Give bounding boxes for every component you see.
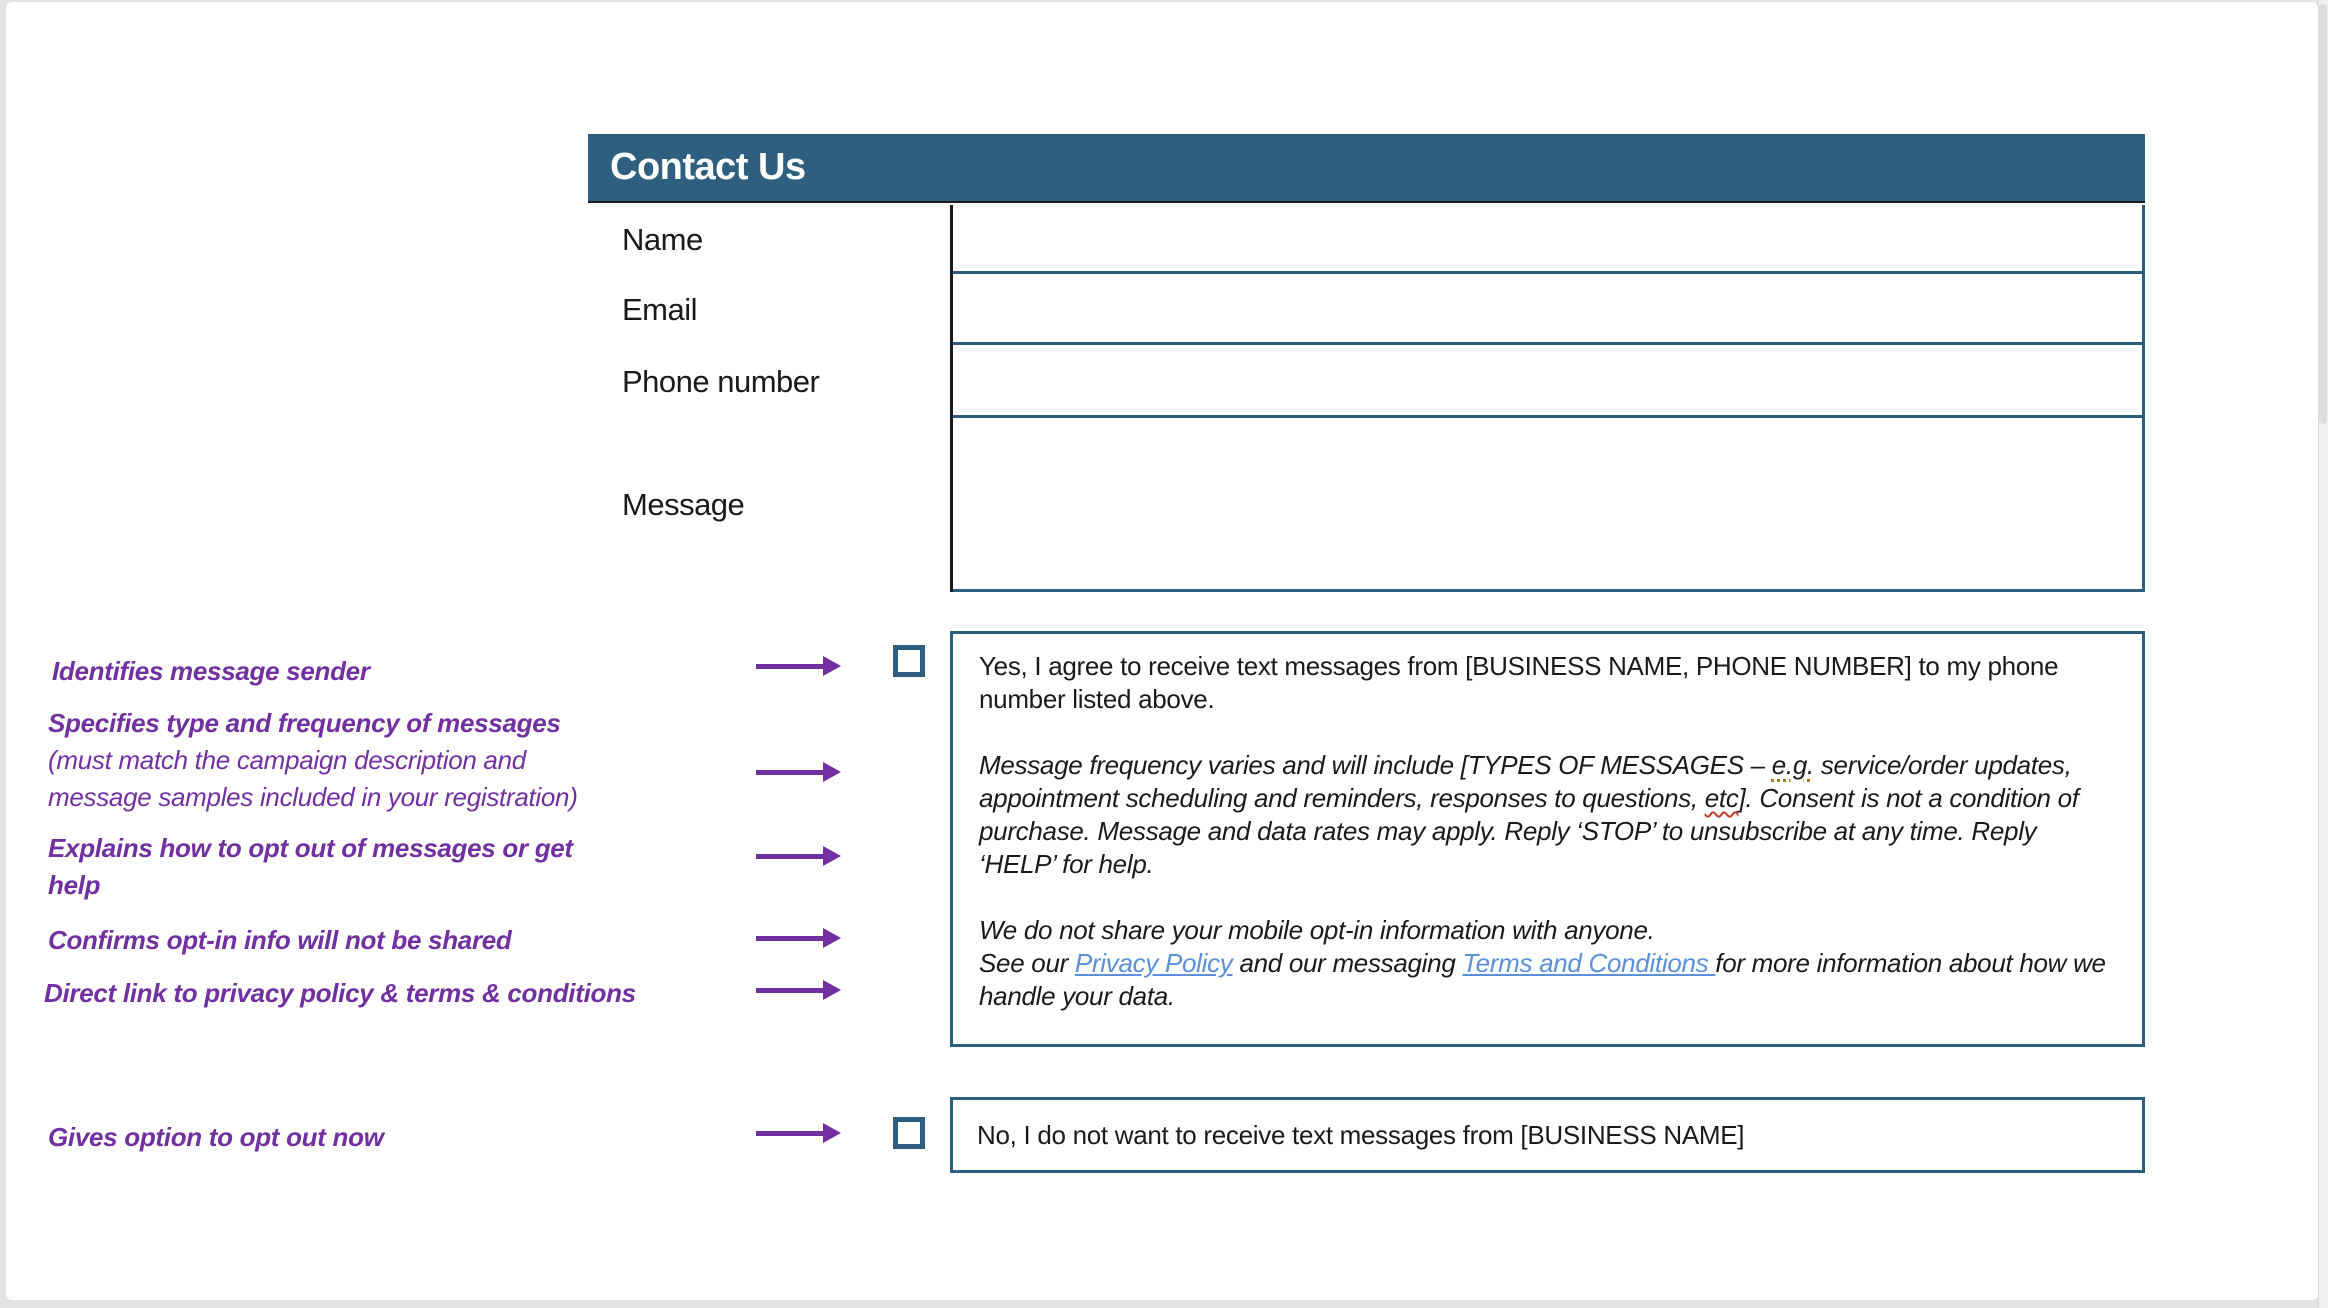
- text-segment: See our: [979, 948, 1075, 978]
- message-input[interactable]: [953, 418, 2142, 592]
- scrollbar-thumb[interactable]: [2319, 4, 2327, 424]
- email-label: Email: [622, 291, 698, 327]
- optin-yes-paragraph: [979, 650, 2116, 716]
- annotation-line: help: [48, 870, 101, 900]
- text-segment-spellcheck: e.g.: [1771, 750, 1814, 780]
- form-fields-column: [950, 205, 2145, 592]
- contact-form-header: [588, 134, 2145, 203]
- optin-yes-box: [950, 631, 2145, 1047]
- phone-input[interactable]: [953, 345, 2142, 418]
- arrow-icon: [756, 988, 824, 993]
- arrow-icon: [756, 1131, 824, 1136]
- annotation-line: message samples included in your registration): [48, 782, 578, 812]
- annotation-line: Explains how to opt out of messages or get: [48, 833, 573, 863]
- annotation-identifies-sender: Identifies message sender: [52, 656, 370, 686]
- annotation-type-frequency: [48, 705, 578, 816]
- text-segment: service/order updates, appointment scheduling and reminders, responses to questions,: [979, 750, 2072, 813]
- privacy-paragraph: [979, 914, 2116, 1013]
- text-segment: ]. Consent is not a condition of purchase. Message and data rates may apply. Reply ‘STOP’ to unsubscribe at any time. Reply ‘HELP’ for help.: [979, 783, 2079, 879]
- message-frequency-paragraph: [979, 749, 2116, 881]
- agree-checkbox[interactable]: [893, 645, 925, 677]
- arrow-icon: [756, 770, 824, 775]
- text-segment: Message frequency varies and will include [TYPES OF MESSAGES –: [979, 750, 1772, 780]
- text-segment: Yes, I agree to receive text messages from [BUSINESS NAME, PHONE NUMBER] to my phone number listed above.: [979, 651, 2059, 714]
- annotation-opt-out-help: [48, 830, 573, 904]
- message-label: Message: [622, 487, 745, 522]
- arrow-icon: [756, 664, 824, 669]
- phone-label: Phone number: [622, 363, 820, 399]
- decline-checkbox[interactable]: [893, 1117, 925, 1149]
- arrow-icon: [756, 854, 824, 859]
- optin-no-box: [950, 1097, 2145, 1173]
- privacy-policy-link[interactable]: Privacy Policy: [1074, 948, 1233, 978]
- terms-conditions-link[interactable]: Terms and Conditions: [1462, 948, 1716, 978]
- name-label: Name: [622, 221, 703, 257]
- text-segment: for more information about how we handle your data.: [979, 948, 2106, 1011]
- email-input[interactable]: [953, 274, 2142, 345]
- text-segment: and our messaging: [1232, 948, 1463, 978]
- optin-no-text: No, I do not want to receive text messages from [BUSINESS NAME]: [977, 1119, 1745, 1150]
- annotation-direct-links: Direct link to privacy policy & terms & conditions: [44, 978, 636, 1008]
- arrow-icon: [756, 936, 824, 941]
- annotation-opt-out-now: Gives option to opt out now: [48, 1122, 384, 1152]
- text-segment-spellcheck: etc: [1704, 783, 1739, 813]
- text-segment: We do not share your mobile opt-in information with anyone.: [979, 915, 1655, 945]
- form-title: Contact Us: [610, 146, 806, 188]
- annotation-line: Specifies type and frequency of messages: [48, 708, 561, 738]
- annotation-line: (must match the campaign description and: [48, 745, 526, 775]
- name-input[interactable]: [953, 205, 2142, 274]
- annotation-not-shared: Confirms opt-in info will not be shared: [48, 925, 512, 955]
- scrollbar-track[interactable]: [2318, 0, 2328, 1308]
